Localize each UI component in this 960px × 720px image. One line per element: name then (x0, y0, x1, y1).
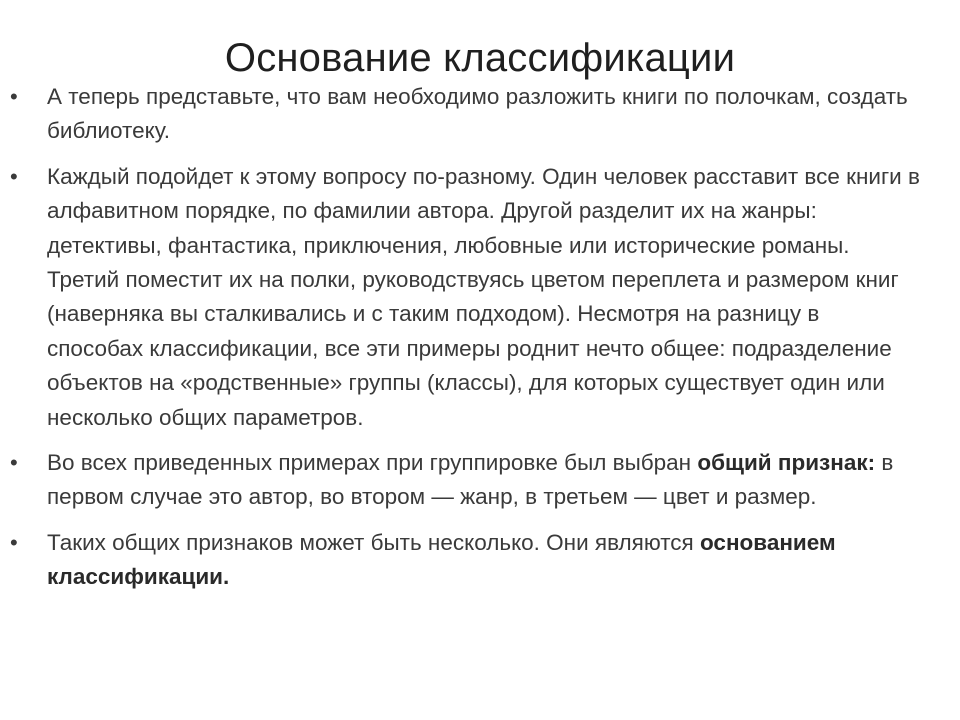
bullet-item-4 (0, 526, 960, 595)
bullet-icon: • (10, 529, 18, 555)
bullet-bold-text: общий признак: (697, 450, 876, 476)
bullet-list (0, 80, 960, 605)
bullet-bold-text: основанием классификации. (47, 529, 836, 590)
bullet-text: Таких общих признаков может быть несколько. Они являются (47, 529, 700, 555)
bullet-icon: • (10, 163, 18, 189)
bullet-icon: • (10, 84, 18, 109)
bullet-text: Каждый подойдет к этому вопросу по-разному. Один человек расставит все книги в алфавитном порядке, по фамилии автора. Другой разделит их на жанры: детективы, фантастика, приключения, любовные или исторические романы. Третий поместит их на полки, руководствуясь цветом переплета и размером книг (наверняка вы сталкивались и с таким подходом). Несмотря на разницу в способах классификации, все эти примеры роднит нечто общее: подразделение объектов на «родственные» группы (классы), для которых существует один или несколько общих параметров. (47, 163, 920, 430)
bullet-item-1 (0, 80, 960, 149)
slide-title: Основание классификации (224, 36, 736, 80)
bullet-text-after: в первом случае это автор, во втором — жанр, в третьем — цвет и размер. (47, 450, 894, 510)
bullet-text: Во всех приведенных примерах при группировке был выбран (47, 450, 698, 476)
bullet-icon: • (10, 450, 18, 476)
bullet-text: А теперь представьте, что вам необходимо разложить книги по полочкам, создать библиотеку. (47, 84, 908, 144)
bullet-item-2 (0, 160, 960, 435)
bullet-item-3 (0, 446, 960, 515)
